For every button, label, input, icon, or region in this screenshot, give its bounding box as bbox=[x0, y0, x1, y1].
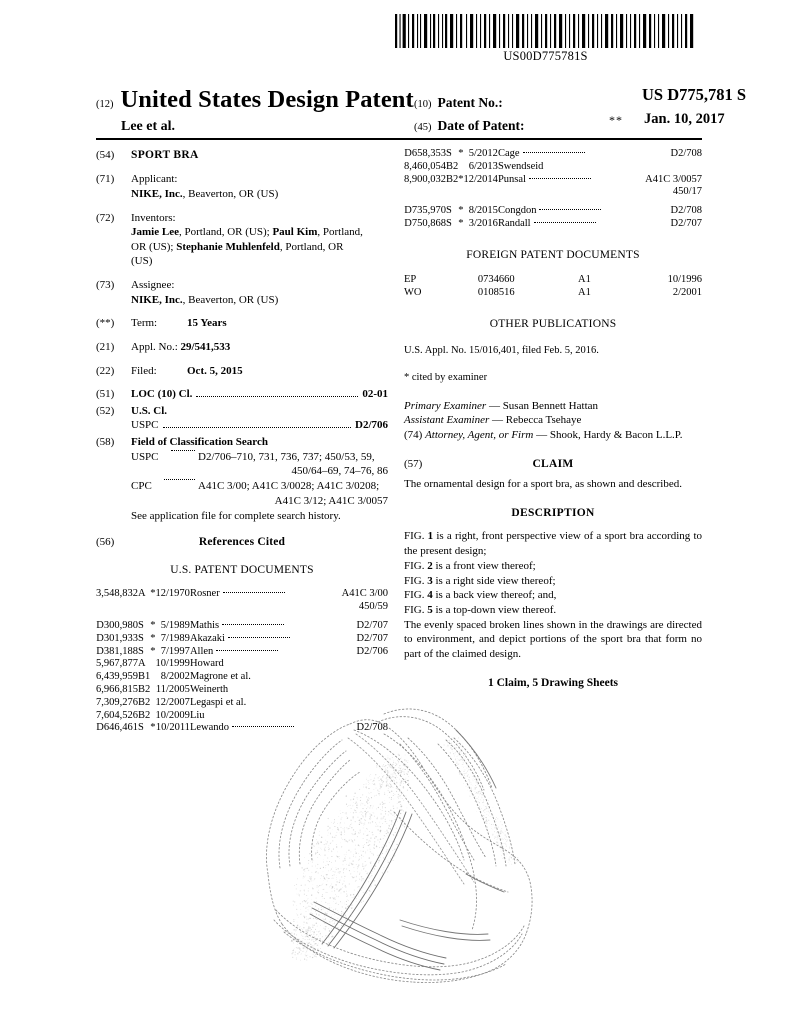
figure-description-line: FIG. 5 is a top-down view thereof. bbox=[404, 604, 557, 616]
reference-classification: D2/708 bbox=[670, 148, 702, 159]
reference-star: * bbox=[458, 217, 464, 229]
field-loc-class bbox=[96, 387, 388, 402]
other-publications-heading: OTHER PUBLICATIONS bbox=[489, 318, 617, 331]
loc-value: 02-01 bbox=[362, 388, 388, 401]
right-column bbox=[404, 148, 702, 691]
reference-kind-code: S bbox=[446, 205, 452, 217]
code-56: (56) bbox=[96, 535, 115, 548]
reference-kind-code: B1 bbox=[138, 671, 151, 683]
code-51: (51) bbox=[96, 388, 115, 401]
loc-leader-dots bbox=[196, 396, 358, 397]
reference-number: 7,309,276 bbox=[96, 696, 138, 708]
field-term bbox=[96, 316, 388, 331]
code-57: (57) bbox=[404, 458, 423, 471]
authors: Lee et al. bbox=[121, 119, 176, 134]
reference-name: Rosner bbox=[190, 588, 342, 601]
reference-name: Swendseid bbox=[497, 160, 544, 172]
foreign-country-code: EP bbox=[404, 274, 417, 286]
reference-leader-dots bbox=[534, 222, 596, 223]
primary-examiner-name: Susan Bennett Hattan bbox=[502, 399, 599, 412]
focs-note: See application file for complete search history. bbox=[131, 510, 341, 523]
left-column bbox=[96, 148, 388, 735]
figure-description-line: FIG. 4 is a back view thereof; and, bbox=[404, 589, 557, 602]
reference-number: 8,900,032 bbox=[404, 173, 446, 185]
assistant-examiner-label: Assistant Examiner bbox=[404, 414, 490, 427]
reference-number: D658,353 bbox=[404, 148, 446, 159]
field-inventors bbox=[96, 211, 388, 270]
field-classification-search bbox=[96, 435, 388, 524]
reference-name: Allen bbox=[190, 646, 342, 659]
foreign-kind-code: A1 bbox=[578, 287, 591, 299]
reference-name: Randall bbox=[498, 218, 645, 231]
references-cited-title: References Cited bbox=[198, 535, 286, 548]
figure-description-line: FIG. 2 is a front view thereof; bbox=[404, 559, 536, 572]
table-row bbox=[404, 205, 702, 218]
foreign-document-number: 0734660 bbox=[477, 274, 515, 286]
invention-title: SPORT BRA bbox=[131, 149, 199, 161]
term-disclaimer-stars: ** bbox=[609, 113, 623, 127]
appl-no-value: 29/541,533 bbox=[180, 340, 231, 353]
other-publications-text: U.S. Appl. No. 15/016,401, filed Feb. 5, 2016. bbox=[404, 344, 599, 356]
reference-classification: D2/707 bbox=[670, 217, 702, 229]
attorney-label: Attorney, Agent, or Firm bbox=[425, 429, 534, 442]
description-note: The evenly spaced broken lines shown in the drawings are directed to environment, and depict portions of the sport bra that form no part of the claimed design. bbox=[404, 618, 702, 661]
reference-leader-dots bbox=[223, 592, 285, 593]
foreign-patent-documents-table bbox=[404, 273, 702, 299]
reference-classification: D2/708 bbox=[670, 205, 702, 217]
reference-leader-dots bbox=[529, 178, 591, 179]
inventors-label: Inventors: bbox=[131, 211, 176, 224]
reference-classification: A41C 3/0057 bbox=[645, 173, 702, 185]
reference-date: 12/2007 bbox=[155, 696, 190, 708]
reference-number: D301,933 bbox=[96, 632, 138, 644]
reference-date: 12/2014 bbox=[463, 173, 498, 185]
table-row bbox=[404, 174, 702, 187]
field-filed bbox=[96, 364, 388, 379]
reference-kind-code: S bbox=[446, 148, 452, 159]
code-58: (58) bbox=[96, 436, 115, 449]
reference-number: 5,967,877 bbox=[96, 658, 138, 670]
table-row bbox=[404, 161, 702, 174]
code-12: (12) bbox=[96, 99, 114, 110]
us-patent-documents-heading: U.S. PATENT DOCUMENTS bbox=[170, 564, 314, 577]
reference-date: 8/2015 bbox=[468, 205, 498, 217]
focs-cpc-label: CPC bbox=[131, 479, 152, 492]
table-row-continuation bbox=[404, 186, 702, 199]
code-45: (45) bbox=[414, 122, 432, 133]
filed-value: Oct. 5, 2015 bbox=[187, 364, 243, 377]
reference-name: Lewando bbox=[190, 722, 342, 735]
code-54: (54) bbox=[96, 149, 115, 161]
reference-star: * bbox=[458, 173, 464, 185]
term-value: 15 Years bbox=[187, 317, 227, 330]
field-us-class bbox=[96, 404, 388, 433]
code-21: (21) bbox=[96, 340, 115, 353]
reference-date: 3/2016 bbox=[468, 217, 498, 229]
barcode-image bbox=[393, 14, 698, 48]
assignee-location: , Beaverton, OR (US) bbox=[182, 293, 279, 306]
description-body bbox=[404, 529, 702, 662]
focs-cpc-line2: A41C 3/12; A41C 3/0057 bbox=[274, 494, 388, 507]
term-label: Term: bbox=[131, 317, 158, 330]
reference-kind-code: S bbox=[446, 217, 452, 229]
figure-description-line: FIG. 3 is a right side view thereof; bbox=[404, 574, 556, 587]
reference-date: 12/1970 bbox=[155, 588, 190, 600]
reference-leader-dots bbox=[216, 650, 278, 651]
reference-star: * bbox=[458, 205, 464, 217]
reference-number: D381,188 bbox=[96, 645, 138, 657]
reference-classification: D2/707 bbox=[356, 632, 388, 644]
loc-label: LOC (10) Cl. bbox=[131, 388, 193, 401]
code-22: (22) bbox=[96, 364, 115, 377]
foreign-patent-documents-heading: FOREIGN PATENT DOCUMENTS bbox=[466, 248, 640, 261]
applicant-location: , Beaverton, OR (US) bbox=[182, 187, 279, 200]
date-of-patent-value: Jan. 10, 2017 bbox=[644, 111, 725, 127]
reference-leader-dots bbox=[222, 624, 284, 625]
examiners-block bbox=[404, 399, 702, 444]
reference-name: Congdon bbox=[498, 205, 645, 218]
reference-kind-code: B2 bbox=[138, 696, 151, 708]
reference-number: D735,970 bbox=[404, 205, 446, 217]
code-72: (72) bbox=[96, 211, 115, 224]
page-title: United States Design Patent bbox=[120, 86, 414, 113]
figure-description-line: FIG. 1 is a right, front perspective view of a sport bra according to the present design; bbox=[404, 530, 703, 558]
assignee-label: Assignee: bbox=[131, 279, 175, 292]
reference-number: 6,439,959 bbox=[96, 671, 138, 683]
reference-name: Howard bbox=[189, 658, 224, 670]
reference-name: Mathis bbox=[190, 620, 342, 633]
reference-number: 8,460,054 bbox=[404, 160, 446, 172]
reference-name: Cage bbox=[498, 148, 645, 161]
reference-star: * bbox=[150, 588, 156, 600]
foreign-kind-code: A1 bbox=[578, 274, 591, 286]
table-row bbox=[404, 148, 702, 161]
claim-header bbox=[404, 457, 702, 472]
reference-name: Magrone et al. bbox=[189, 671, 251, 683]
code-52: (52) bbox=[96, 404, 115, 417]
focs-uspc-dots bbox=[171, 450, 195, 451]
reference-date: 10/1999 bbox=[155, 658, 190, 670]
focs-uspc-line1: D2/706–710, 731, 736, 737; 450/53, 59, bbox=[198, 450, 375, 463]
reference-number: 3,548,832 bbox=[96, 588, 138, 600]
table-row bbox=[404, 286, 702, 299]
reference-date: 7/1989 bbox=[160, 632, 190, 644]
code-73: (73) bbox=[96, 279, 115, 292]
reference-star: * bbox=[150, 722, 156, 734]
reference-kind-code: S bbox=[138, 619, 144, 631]
appl-no-label: Appl. No.: bbox=[131, 340, 178, 353]
reference-classification-cont: 450/17 bbox=[672, 186, 702, 198]
uspc-label: USPC bbox=[131, 419, 159, 432]
reference-classification-cont: 450/59 bbox=[358, 601, 388, 613]
reference-number: D750,868 bbox=[404, 217, 446, 229]
foreign-date: 10/1996 bbox=[667, 274, 702, 286]
focs-uspc-label: USPC bbox=[131, 450, 159, 463]
patent-number-value: US D775,781 S bbox=[642, 85, 747, 104]
claims-and-sheets-count: 1 Claim, 5 Drawing Sheets bbox=[487, 676, 618, 689]
primary-examiner-label: Primary Examiner bbox=[404, 399, 487, 412]
reference-star: * bbox=[150, 632, 156, 644]
filed-label: Filed: bbox=[131, 364, 157, 377]
reference-kind-code: A bbox=[138, 588, 146, 600]
us-patent-documents-table-cont bbox=[404, 148, 702, 231]
applicant-name: NIKE, Inc. bbox=[131, 187, 183, 200]
attorney-name: Shook, Hardy & Bacon L.L.P. bbox=[549, 429, 683, 442]
reference-number: 7,604,526 bbox=[96, 709, 138, 721]
reference-date: 8/2002 bbox=[160, 671, 190, 683]
reference-kind-code: S bbox=[138, 632, 144, 644]
patent-no-label: Patent No.: bbox=[437, 95, 503, 110]
focs-label: Field of Classification Search bbox=[131, 436, 268, 449]
reference-star: * bbox=[150, 645, 156, 657]
reference-name: Weinerth bbox=[189, 683, 229, 695]
reference-date: 6/2013 bbox=[468, 160, 498, 172]
focs-cpc-dots bbox=[164, 479, 195, 480]
reference-classification: A41C 3/00 bbox=[341, 588, 388, 600]
table-row bbox=[96, 588, 388, 601]
reference-leader-dots bbox=[523, 152, 585, 153]
reference-star: * bbox=[458, 148, 464, 159]
reference-date: 5/2012 bbox=[468, 148, 498, 159]
reference-date: 10/2011 bbox=[155, 722, 190, 734]
reference-kind-code: A bbox=[138, 658, 146, 670]
primary-examiner-line: Primary Examiner — Susan Bennett Hattan bbox=[404, 399, 599, 412]
assignee-name: NIKE, Inc. bbox=[131, 293, 183, 306]
table-row bbox=[96, 620, 388, 633]
foreign-country-code: WO bbox=[404, 287, 422, 299]
focs-uspc-line2: 450/64–69, 74–76, 86 bbox=[291, 465, 388, 478]
reference-kind-code: B2 bbox=[446, 173, 459, 185]
claim-text: The ornamental design for a sport bra, as shown and described. bbox=[404, 478, 682, 491]
table-row bbox=[96, 633, 388, 646]
reference-leader-dots bbox=[539, 209, 601, 210]
assistant-examiner-line: Assistant Examiner — Rebecca Tsehaye bbox=[404, 414, 582, 427]
date-of-patent-label: Date of Patent: bbox=[437, 118, 525, 133]
focs-cpc-line1: A41C 3/00; A41C 3/0028; A41C 3/0208; bbox=[198, 479, 380, 492]
foreign-document-number: 0108516 bbox=[477, 287, 515, 299]
barcode-number: US00D775781S bbox=[503, 49, 588, 63]
reference-name: Liu bbox=[189, 709, 205, 721]
description-heading: DESCRIPTION bbox=[511, 507, 595, 520]
uspc-leader-dots bbox=[163, 427, 351, 428]
reference-classification: D2/707 bbox=[356, 619, 388, 631]
reference-classification: D2/708 bbox=[356, 722, 388, 734]
references-cited-header bbox=[96, 535, 388, 550]
assistant-examiner-name: Rebecca Tsehaye bbox=[505, 414, 582, 427]
uspc-value: D2/706 bbox=[355, 419, 388, 432]
cited-by-examiner-note: * cited by examiner bbox=[404, 371, 488, 383]
patent-header bbox=[96, 85, 747, 135]
claim-heading: CLAIM bbox=[532, 458, 574, 471]
reference-kind-code: S bbox=[138, 722, 144, 734]
reference-leader-dots bbox=[228, 637, 290, 638]
field-title bbox=[96, 148, 388, 163]
field-applicant bbox=[96, 172, 388, 201]
reference-star: * bbox=[150, 619, 156, 631]
reference-date: 5/1989 bbox=[160, 619, 190, 631]
sport-bra-illustration bbox=[250, 652, 610, 1012]
reference-date: 7/1997 bbox=[160, 645, 190, 657]
barcode-block bbox=[393, 14, 698, 64]
reference-classification: D2/706 bbox=[356, 645, 388, 657]
field-assignee bbox=[96, 278, 388, 307]
code-10: (10) bbox=[414, 99, 432, 110]
inventors-list: Jamie Lee, Portland, OR (US); Paul Kim, Portland, OR (US); Stephanie Muhlenfeld, Portland, OR (US) bbox=[131, 226, 363, 268]
field-appl-no bbox=[96, 340, 388, 355]
reference-kind-code: B2 bbox=[446, 160, 459, 172]
reference-name: Legaspi et al. bbox=[189, 696, 247, 708]
reference-name: Punsal bbox=[498, 174, 645, 187]
code-term: (**) bbox=[96, 317, 115, 330]
table-row bbox=[404, 218, 702, 231]
figure-1-drawing bbox=[250, 652, 610, 1012]
reference-number: D300,980 bbox=[96, 619, 138, 631]
reference-classification bbox=[645, 161, 702, 174]
foreign-date: 2/2001 bbox=[672, 287, 702, 299]
reference-number: D646,461 bbox=[96, 722, 138, 734]
reference-name: Akazaki bbox=[190, 633, 342, 646]
code-74: (74) bbox=[404, 429, 423, 442]
reference-date: 11/2005 bbox=[155, 683, 190, 695]
uscl-label: U.S. Cl. bbox=[131, 404, 168, 417]
applicant-label: Applicant: bbox=[131, 173, 178, 186]
reference-number: 6,966,815 bbox=[96, 683, 138, 695]
attorney-line: (74) Attorney, Agent, or Firm — Shook, Hardy & Bacon L.L.P. bbox=[404, 429, 683, 442]
reference-kind-code: S bbox=[138, 645, 144, 657]
header-divider bbox=[96, 138, 702, 140]
table-row bbox=[404, 273, 702, 286]
code-71: (71) bbox=[96, 173, 115, 186]
reference-date: 10/2009 bbox=[155, 709, 190, 721]
table-row-continuation bbox=[96, 601, 388, 614]
reference-kind-code: B2 bbox=[138, 709, 151, 721]
reference-kind-code: B2 bbox=[138, 683, 151, 695]
